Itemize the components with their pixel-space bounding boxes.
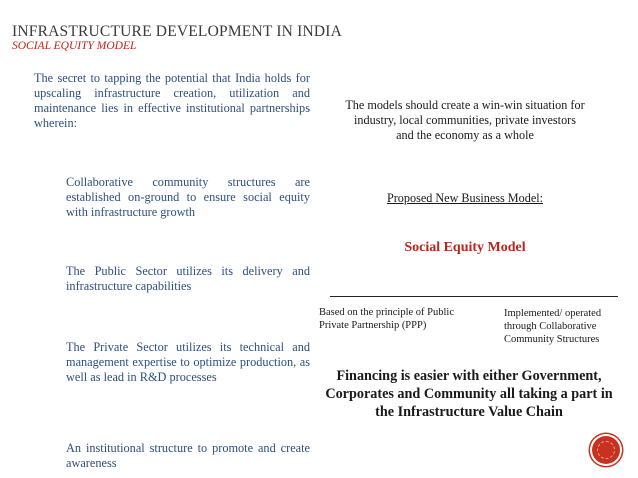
intro-paragraph: The secret to tapping the potential that India holds for upscaling infrastructure creation, utilization and maintenance lies in effective institutional partnerships wherein: <box>34 71 310 130</box>
point-institutional-structure: An institutional structure to promote and create awareness <box>66 441 310 470</box>
point-public-sector: The Public Sector utilizes its delivery and infrastructure capabilities <box>66 264 310 293</box>
section-divider <box>330 296 618 297</box>
point-community-structures: Collaborative community structures are established on-ground to ensure social equity with infrastructure growth <box>66 175 310 219</box>
slide-badge-icon <box>592 436 620 464</box>
win-win-statement: The models should create a win-win situation for industry, local communities, private investors and the economy as a whole <box>345 98 585 142</box>
proposed-model-label: Proposed New Business Model: <box>386 191 544 205</box>
ppp-principle-note: Based on the principle of Public Private Partnership (PPP) <box>319 307 455 331</box>
financing-statement: Financing is easier with either Government, Corporates and Community all taking a part in the Infrastructure Value Chain <box>325 368 613 420</box>
implementation-note: Implemented/ operated through Collaborative Community Structures <box>504 308 602 345</box>
page-title: INFRASTRUCTURE DEVELOPMENT IN INDIA <box>12 23 343 40</box>
point-private-sector: The Private Sector utilizes its technical and management expertise to optimize production, as well as lead in R&D processes <box>66 340 310 384</box>
badge-ring-decoration <box>597 441 615 459</box>
model-name-heading: Social Equity Model <box>404 240 526 255</box>
page-subtitle: SOCIAL EQUITY MODEL <box>12 40 137 52</box>
